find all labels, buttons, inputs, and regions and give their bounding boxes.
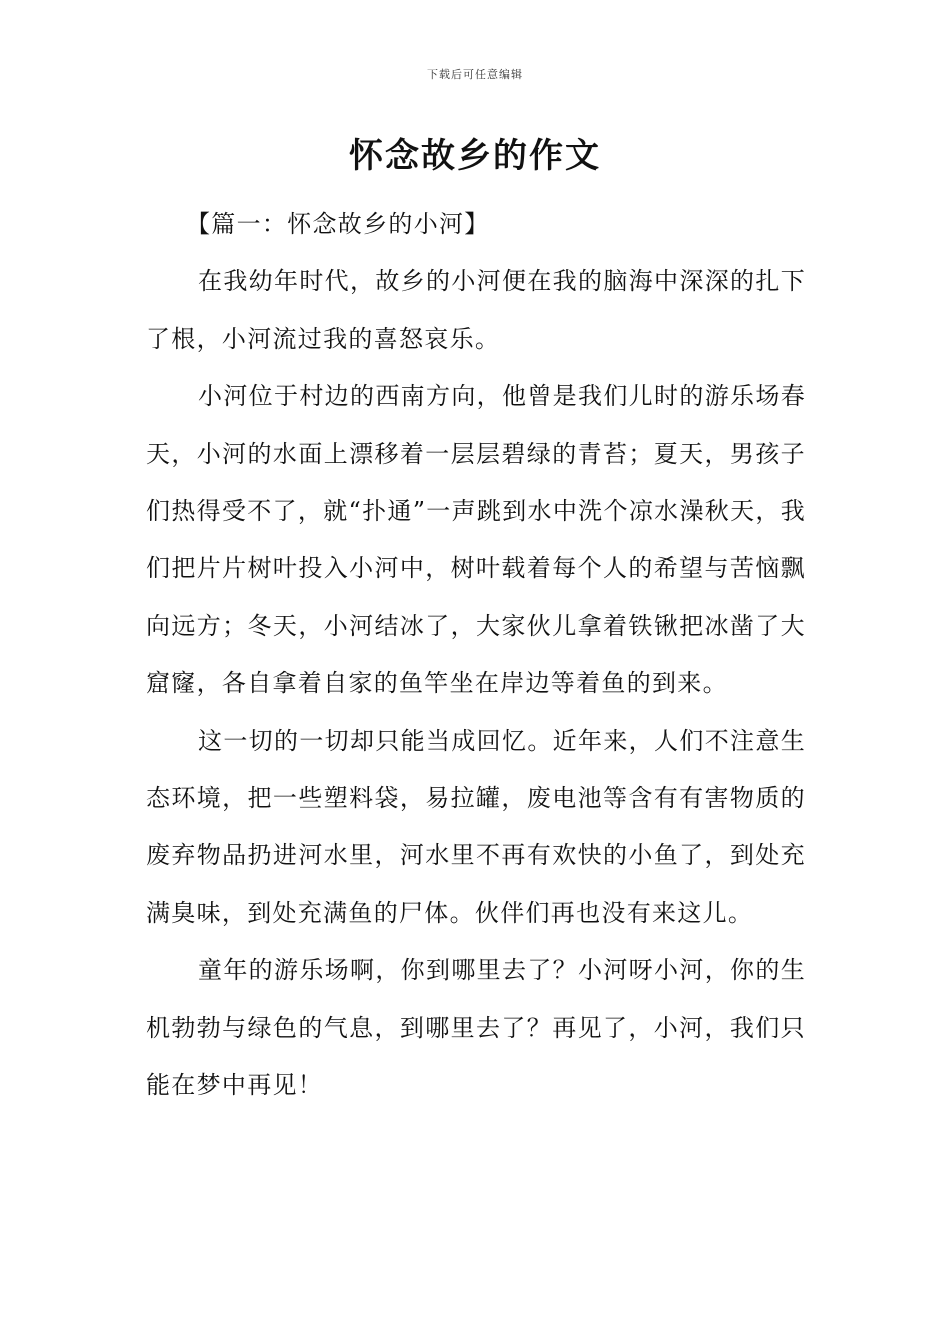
paragraph-1: 在我幼年时代，故乡的小河便在我的脑海中深深的扎下了根，小河流过我的喜怒哀乐。 bbox=[146, 267, 806, 353]
paragraph-3: 这一切的一切却只能当成回忆。近年来，人们不注意生态环境，把一些塑料袋，易拉罐，废电池等含有有害物质的废弃物品扔进河水里，河水里不再有欢快的小鱼了，到处充满臭味，到处充满鱼的尸体。伙伴们再也没有来这儿。 bbox=[146, 726, 806, 927]
paragraph-4: 童年的游乐场啊，你到哪里去了？小河呀小河，你的生机勃勃与绿色的气息，到哪里去了？再见了，小河，我们只能在梦中再见！ bbox=[146, 956, 806, 1100]
header-note: 下载后可任意编辑 bbox=[427, 68, 523, 81]
document-title: 怀念故乡的作文 bbox=[349, 136, 601, 176]
section-heading: 【篇一：怀念故乡的小河】 bbox=[186, 210, 490, 238]
document-body bbox=[146, 196, 806, 1115]
paragraph-2: 小河位于村边的西南方向，他曾是我们儿时的游乐场春天，小河的水面上漂移着一层层碧绿的青苔；夏天，男孩子们热得受不了，就“扑通”一声跳到水中洗个凉水澡秋天，我们把片片树叶投入小河中，树叶载着每个人的希望与苦恼飘向远方；冬天，小河结冰了，大家伙儿拿着铁锹把冰凿了大窟窿，各自拿着自家的鱼竿坐在岸边等着鱼的到来。 bbox=[146, 382, 806, 698]
